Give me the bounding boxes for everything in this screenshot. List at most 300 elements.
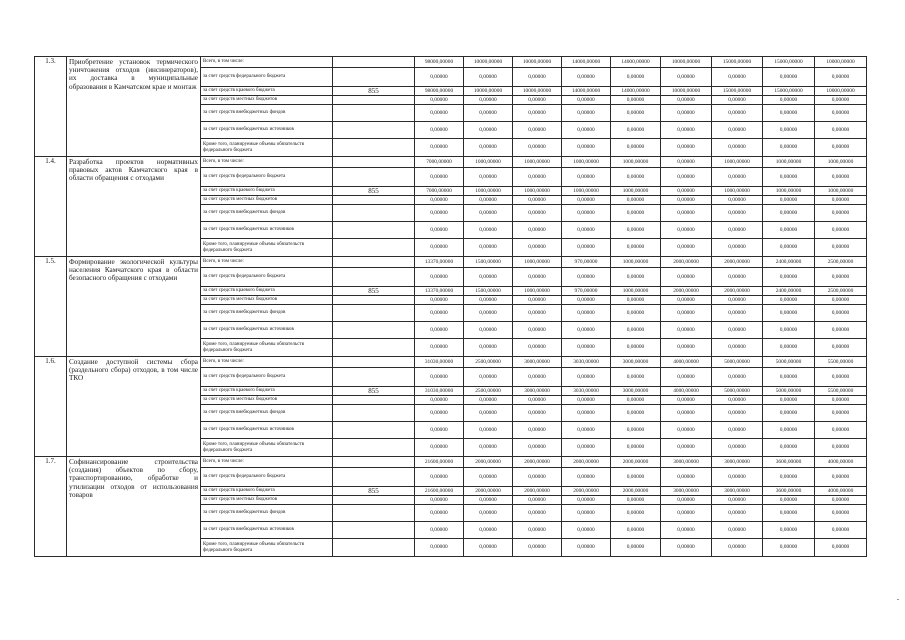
- funding-source: за счет средств федерального бюджета: [201, 168, 333, 187]
- year-value: 2500,00000: [464, 357, 513, 368]
- year-value: 0,00000: [562, 205, 611, 222]
- total-value: 21600,00000: [415, 457, 464, 468]
- budget-code: [333, 405, 415, 422]
- item-name: Софинансирование строительства (создания) объектов по сбору, транспортированию, обработке и утилизации отходов от использования товаров: [67, 457, 201, 557]
- year-value: 0,00000: [712, 105, 763, 122]
- year-value: 0,00000: [611, 222, 661, 239]
- year-value: 0,00000: [611, 539, 661, 557]
- year-value: 0,00000: [815, 239, 867, 257]
- year-value: 0,00000: [815, 439, 867, 457]
- year-value: 0,00000: [661, 396, 712, 405]
- budget-code: [333, 357, 415, 368]
- total-value: 0,00000: [415, 196, 464, 205]
- year-value: 0,00000: [815, 205, 867, 222]
- year-value: 0,00000: [815, 105, 867, 122]
- year-value: 0,00000: [712, 222, 763, 239]
- item-name: Формирование экологической культуры населения Камчатского края в области безопасного обращения с отходами: [67, 257, 201, 357]
- year-value: 1000,00000: [763, 157, 815, 168]
- year-value: 0,00000: [815, 296, 867, 305]
- year-value: 10000,00000: [464, 87, 513, 96]
- year-value: 3600,00000: [763, 457, 815, 468]
- funding-source: Кроме того, планируемые объемы обязательств федерального бюджета: [201, 139, 333, 157]
- budget-code: 855: [333, 487, 415, 496]
- year-value: 0,00000: [464, 139, 513, 157]
- total-value: 0,00000: [415, 122, 464, 139]
- funding-source: за счет средств федерального бюджета: [201, 268, 333, 287]
- year-value: 0,00000: [562, 322, 611, 339]
- year-value: 0,00000: [661, 468, 712, 487]
- budget-code: [333, 105, 415, 122]
- year-value: 0,00000: [763, 496, 815, 505]
- year-value: 2500,00000: [815, 287, 867, 296]
- total-value: 7000,00000: [415, 187, 464, 196]
- funding-source: за счет средств краевого бюджета: [201, 387, 333, 396]
- total-value: 0,00000: [415, 339, 464, 357]
- total-value: 0,00000: [415, 522, 464, 539]
- funding-source: за счет средств внебюджетных фондов: [201, 505, 333, 522]
- year-value: 0,00000: [763, 139, 815, 157]
- funding-source: за счет средств местных бюджетов: [201, 196, 333, 205]
- year-value: 0,00000: [815, 396, 867, 405]
- year-value: 3000,00000: [712, 457, 763, 468]
- funding-source: за счет средств федерального бюджета: [201, 68, 333, 87]
- year-value: 0,00000: [815, 222, 867, 239]
- funding-source: за счет средств внебюджетных источников: [201, 122, 333, 139]
- year-value: 1000,00000: [763, 187, 815, 196]
- year-value: 0,00000: [562, 122, 611, 139]
- year-value: 0,00000: [562, 268, 611, 287]
- year-value: 0,00000: [712, 305, 763, 322]
- year-value: 0,00000: [763, 468, 815, 487]
- year-value: 1500,00000: [464, 257, 513, 268]
- year-value: 0,00000: [712, 339, 763, 357]
- funding-source: за счет средств внебюджетных фондов: [201, 305, 333, 322]
- year-value: 1000,00000: [712, 187, 763, 196]
- year-value: 0,00000: [464, 396, 513, 405]
- year-value: 0,00000: [513, 105, 562, 122]
- year-value: 0,00000: [763, 339, 815, 357]
- year-value: 0,00000: [763, 539, 815, 557]
- funding-source: за счет средств местных бюджетов: [201, 96, 333, 105]
- year-value: 3030,00000: [562, 357, 611, 368]
- total-value: 0,00000: [415, 396, 464, 405]
- budget-code: [333, 396, 415, 405]
- year-value: 0,00000: [611, 368, 661, 387]
- year-value: 5500,00000: [815, 387, 867, 396]
- year-value: 1000,00000: [513, 157, 562, 168]
- year-value: 0,00000: [562, 339, 611, 357]
- year-value: 0,00000: [712, 139, 763, 157]
- year-value: 0,00000: [611, 496, 661, 505]
- year-value: 0,00000: [763, 268, 815, 287]
- year-value: 3600,00000: [763, 487, 815, 496]
- year-value: 0,00000: [763, 96, 815, 105]
- year-value: 0,00000: [513, 196, 562, 205]
- budget-code: [333, 205, 415, 222]
- year-value: 0,00000: [562, 222, 611, 239]
- year-value: 0,00000: [611, 239, 661, 257]
- year-value: 0,00000: [712, 322, 763, 339]
- year-value: 0,00000: [562, 168, 611, 187]
- budget-code: [333, 196, 415, 205]
- year-value: 0,00000: [513, 368, 562, 387]
- year-value: 10000,00000: [464, 57, 513, 68]
- year-value: 0,00000: [562, 422, 611, 439]
- budget-code: [333, 339, 415, 357]
- year-value: 3000,00000: [513, 387, 562, 396]
- funding-source: за счет средств краевого бюджета: [201, 87, 333, 96]
- funding-source: Кроме того, планируемые объемы обязательств федерального бюджета: [201, 439, 333, 457]
- year-value: 0,00000: [464, 305, 513, 322]
- budget-code: [333, 268, 415, 287]
- table-row: [35, 57, 867, 68]
- year-value: 0,00000: [661, 205, 712, 222]
- funding-source: за счет средств внебюджетных источников: [201, 222, 333, 239]
- year-value: 0,00000: [562, 139, 611, 157]
- total-value: 0,00000: [415, 296, 464, 305]
- year-value: 10000,00000: [513, 57, 562, 68]
- year-value: 0,00000: [464, 496, 513, 505]
- year-value: 1000,00000: [611, 187, 661, 196]
- funding-source: за счет средств краевого бюджета: [201, 487, 333, 496]
- year-value: 14000,00000: [562, 57, 611, 68]
- year-value: 0,00000: [611, 339, 661, 357]
- total-value: 98000,00000: [415, 87, 464, 96]
- year-value: 0,00000: [815, 196, 867, 205]
- year-value: 3000,00000: [611, 387, 661, 396]
- year-value: 0,00000: [464, 339, 513, 357]
- year-value: 15000,00000: [712, 57, 763, 68]
- year-value: 0,00000: [513, 539, 562, 557]
- funding-source: за счет средств внебюджетных источников: [201, 322, 333, 339]
- year-value: 1000,00000: [464, 157, 513, 168]
- year-value: 0,00000: [661, 505, 712, 522]
- total-value: 0,00000: [415, 305, 464, 322]
- year-value: 5000,00000: [712, 387, 763, 396]
- year-value: 2000,00000: [464, 457, 513, 468]
- year-value: 15000,00000: [763, 87, 815, 96]
- year-value: 0,00000: [562, 296, 611, 305]
- year-value: 0,00000: [661, 157, 712, 168]
- year-value: 0,00000: [513, 239, 562, 257]
- year-value: 0,00000: [611, 505, 661, 522]
- year-value: 0,00000: [562, 539, 611, 557]
- year-value: 0,00000: [513, 296, 562, 305]
- year-value: 0,00000: [661, 422, 712, 439]
- year-value: 0,00000: [562, 496, 611, 505]
- year-value: 0,00000: [513, 122, 562, 139]
- item-number: 1.6.: [35, 357, 67, 457]
- year-value: 0,00000: [611, 96, 661, 105]
- year-value: 0,00000: [661, 105, 712, 122]
- year-value: 0,00000: [611, 168, 661, 187]
- year-value: 2400,00000: [763, 287, 815, 296]
- year-value: 3000,00000: [661, 487, 712, 496]
- year-value: 0,00000: [464, 168, 513, 187]
- year-value: 0,00000: [661, 305, 712, 322]
- table-row: [35, 457, 867, 468]
- year-value: 0,00000: [815, 468, 867, 487]
- year-value: 0,00000: [562, 505, 611, 522]
- funding-source: за счет средств местных бюджетов: [201, 496, 333, 505]
- budget-code: [333, 239, 415, 257]
- funding-source: за счет средств внебюджетных фондов: [201, 105, 333, 122]
- total-value: 0,00000: [415, 268, 464, 287]
- year-value: 0,00000: [611, 405, 661, 422]
- year-value: 4000,00000: [815, 487, 867, 496]
- year-value: 0,00000: [712, 439, 763, 457]
- year-value: 2000,00000: [712, 257, 763, 268]
- year-value: 0,00000: [661, 168, 712, 187]
- item-number: 1.5.: [35, 257, 67, 357]
- year-value: 0,00000: [661, 122, 712, 139]
- year-value: 1000,00000: [815, 157, 867, 168]
- budget-code: [333, 122, 415, 139]
- year-value: 0,00000: [763, 68, 815, 87]
- budget-code: [333, 505, 415, 522]
- total-value: 0,00000: [415, 205, 464, 222]
- total-value: 0,00000: [415, 222, 464, 239]
- year-value: 1000,00000: [712, 157, 763, 168]
- year-value: 3000,00000: [611, 357, 661, 368]
- item-name: Приобретение установок термического уничтожения отходов (инсинераторов), их доставка в муниципальные образования в Камчатском крае и монтаж: [67, 57, 201, 157]
- total-value: 7000,00000: [415, 157, 464, 168]
- year-value: 2000,00000: [464, 487, 513, 496]
- total-value: 0,00000: [415, 322, 464, 339]
- total-value: 98000,00000: [415, 57, 464, 68]
- year-value: 4000,00000: [661, 357, 712, 368]
- year-value: 0,00000: [763, 305, 815, 322]
- year-value: 0,00000: [513, 322, 562, 339]
- year-value: 0,00000: [611, 196, 661, 205]
- year-value: 0,00000: [712, 396, 763, 405]
- year-value: 15000,00000: [763, 57, 815, 68]
- year-value: 0,00000: [712, 522, 763, 539]
- year-value: 0,00000: [464, 539, 513, 557]
- year-value: 1000,00000: [611, 257, 661, 268]
- year-value: 4000,00000: [661, 387, 712, 396]
- year-value: 0,00000: [464, 468, 513, 487]
- year-value: 0,00000: [661, 368, 712, 387]
- year-value: 0,00000: [763, 239, 815, 257]
- year-value: 0,00000: [661, 239, 712, 257]
- year-value: 15000,00000: [712, 87, 763, 96]
- year-value: 0,00000: [464, 322, 513, 339]
- year-value: 5000,00000: [763, 357, 815, 368]
- item-name: Разработка проектов нормативных правовых актов Камчатского края в области обращения с отходами: [67, 157, 201, 257]
- year-value: 0,00000: [712, 496, 763, 505]
- year-value: 0,00000: [562, 405, 611, 422]
- year-value: 0,00000: [661, 196, 712, 205]
- funding-source: за счет средств внебюджетных источников: [201, 422, 333, 439]
- budget-code: [333, 522, 415, 539]
- year-value: 0,00000: [763, 505, 815, 522]
- year-value: 0,00000: [562, 68, 611, 87]
- funding-source: Кроме того, планируемые объемы обязательств федерального бюджета: [201, 339, 333, 357]
- year-value: 2000,00000: [562, 457, 611, 468]
- year-value: 0,00000: [763, 439, 815, 457]
- budget-table: [34, 56, 867, 557]
- year-value: 0,00000: [464, 296, 513, 305]
- year-value: 0,00000: [815, 68, 867, 87]
- year-value: 0,00000: [815, 139, 867, 157]
- budget-code: [333, 139, 415, 157]
- year-value: 0,00000: [562, 439, 611, 457]
- year-value: 0,00000: [815, 539, 867, 557]
- year-value: 0,00000: [661, 68, 712, 87]
- funding-source: за счет средств местных бюджетов: [201, 396, 333, 405]
- funding-source: Кроме того, планируемые объемы обязательств федерального бюджета: [201, 239, 333, 257]
- year-value: 0,00000: [464, 205, 513, 222]
- year-value: 1500,00000: [464, 287, 513, 296]
- year-value: 970,00000: [562, 257, 611, 268]
- year-value: 0,00000: [815, 122, 867, 139]
- year-value: 0,00000: [712, 422, 763, 439]
- year-value: 0,00000: [661, 222, 712, 239]
- table-body: [35, 57, 867, 557]
- budget-code: [333, 457, 415, 468]
- year-value: 0,00000: [815, 422, 867, 439]
- total-value: 0,00000: [415, 468, 464, 487]
- budget-code: [333, 368, 415, 387]
- year-value: 0,00000: [513, 305, 562, 322]
- year-value: 0,00000: [562, 522, 611, 539]
- year-value: 0,00000: [661, 139, 712, 157]
- budget-code: [333, 422, 415, 439]
- year-value: 0,00000: [763, 122, 815, 139]
- total-value: 0,00000: [415, 368, 464, 387]
- year-value: 0,00000: [513, 396, 562, 405]
- year-value: 0,00000: [763, 522, 815, 539]
- year-value: 0,00000: [815, 322, 867, 339]
- year-value: 0,00000: [712, 268, 763, 287]
- year-value: 0,00000: [464, 239, 513, 257]
- year-value: 0,00000: [513, 68, 562, 87]
- year-value: 0,00000: [815, 505, 867, 522]
- year-value: 3000,00000: [661, 457, 712, 468]
- total-value: 0,00000: [415, 439, 464, 457]
- budget-code: [333, 96, 415, 105]
- year-value: 0,00000: [513, 522, 562, 539]
- year-value: 1000,00000: [513, 287, 562, 296]
- funding-source: за счет средств местных бюджетов: [201, 296, 333, 305]
- year-value: 14000,00000: [562, 87, 611, 96]
- year-value: 0,00000: [661, 522, 712, 539]
- year-value: 2000,00000: [513, 457, 562, 468]
- year-value: 0,00000: [611, 322, 661, 339]
- year-value: 0,00000: [513, 222, 562, 239]
- item-name: Создание доступной системы сбора (раздельного сбора) отходов, в том числе ТКО: [67, 357, 201, 457]
- year-value: 0,00000: [712, 539, 763, 557]
- total-value: 0,00000: [415, 96, 464, 105]
- year-value: 0,00000: [464, 368, 513, 387]
- year-value: 2500,00000: [464, 387, 513, 396]
- year-value: 1000,00000: [513, 257, 562, 268]
- year-value: 3030,00000: [562, 387, 611, 396]
- year-value: 1000,00000: [815, 187, 867, 196]
- year-value: 3000,00000: [513, 357, 562, 368]
- funding-source: Всего, в том числе:: [201, 257, 333, 268]
- year-value: 0,00000: [611, 422, 661, 439]
- year-value: 10000,00000: [661, 57, 712, 68]
- year-value: 0,00000: [464, 122, 513, 139]
- year-value: 0,00000: [562, 239, 611, 257]
- total-value: 31030,00000: [415, 387, 464, 396]
- budget-code: [333, 539, 415, 557]
- year-value: 14000,00000: [611, 87, 661, 96]
- year-value: 0,00000: [815, 405, 867, 422]
- year-value: 2000,00000: [661, 287, 712, 296]
- year-value: 0,00000: [513, 168, 562, 187]
- budget-code: [333, 322, 415, 339]
- year-value: 0,00000: [712, 239, 763, 257]
- year-value: 1000,00000: [562, 157, 611, 168]
- year-value: 0,00000: [611, 268, 661, 287]
- total-value: 21600,00000: [415, 487, 464, 496]
- year-value: 0,00000: [562, 468, 611, 487]
- year-value: 0,00000: [464, 105, 513, 122]
- year-value: 0,00000: [815, 168, 867, 187]
- item-number: 1.4.: [35, 157, 67, 257]
- budget-code: [333, 439, 415, 457]
- year-value: 2000,00000: [712, 287, 763, 296]
- year-value: 0,00000: [763, 196, 815, 205]
- year-value: 5000,00000: [763, 387, 815, 396]
- budget-code: 855: [333, 287, 415, 296]
- total-value: 31030,00000: [415, 357, 464, 368]
- funding-source: за счет средств краевого бюджета: [201, 187, 333, 196]
- year-value: 2000,00000: [611, 457, 661, 468]
- year-value: 2000,00000: [611, 487, 661, 496]
- year-value: 0,00000: [611, 396, 661, 405]
- year-value: 10000,00000: [513, 87, 562, 96]
- year-value: 0,00000: [763, 168, 815, 187]
- year-value: 0,00000: [611, 139, 661, 157]
- table-row: [35, 357, 867, 368]
- year-value: 0,00000: [661, 322, 712, 339]
- year-value: 970,00000: [562, 287, 611, 296]
- year-value: 0,00000: [513, 139, 562, 157]
- year-value: 0,00000: [562, 305, 611, 322]
- year-value: 0,00000: [464, 422, 513, 439]
- year-value: 0,00000: [712, 405, 763, 422]
- year-value: 1000,00000: [611, 287, 661, 296]
- total-value: 0,00000: [415, 496, 464, 505]
- year-value: 0,00000: [464, 96, 513, 105]
- funding-source: Кроме того, планируемые объемы обязательств федерального бюджета: [201, 539, 333, 557]
- funding-source: за счет средств внебюджетных источников: [201, 522, 333, 539]
- year-value: 0,00000: [513, 468, 562, 487]
- year-value: 0,00000: [562, 196, 611, 205]
- year-value: 0,00000: [661, 539, 712, 557]
- year-value: 0,00000: [661, 339, 712, 357]
- year-value: 0,00000: [611, 439, 661, 457]
- year-value: 0,00000: [712, 205, 763, 222]
- funding-source: Всего, в том числе:: [201, 57, 333, 68]
- year-value: 0,00000: [513, 422, 562, 439]
- budget-code: 855: [333, 387, 415, 396]
- year-value: 0,00000: [763, 422, 815, 439]
- year-value: 0,00000: [661, 296, 712, 305]
- year-value: 0,00000: [763, 296, 815, 305]
- table-row: [35, 157, 867, 168]
- year-value: 0,00000: [712, 468, 763, 487]
- year-value: 0,00000: [661, 496, 712, 505]
- budget-code: [333, 222, 415, 239]
- year-value: 5000,00000: [712, 357, 763, 368]
- budget-code: [333, 257, 415, 268]
- funding-source: за счет средств внебюджетных фондов: [201, 405, 333, 422]
